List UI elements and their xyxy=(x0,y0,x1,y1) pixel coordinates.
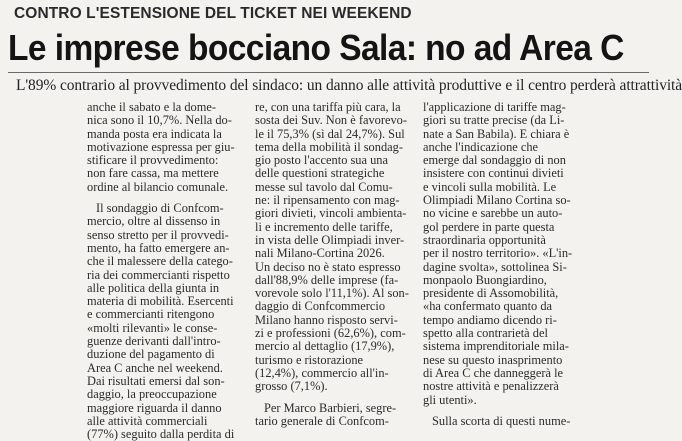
article-column-3 xyxy=(423,100,581,428)
column-text-line: daggio, la preoccupazione xyxy=(87,387,217,402)
column-text-line: anche l'indicazione che xyxy=(423,139,539,154)
column-text-line: messe sul tavolo dal Comu- xyxy=(255,179,393,194)
column-text-line: Milano hanno risposto servi- xyxy=(255,312,398,327)
column-text-line: gio posto l'accento sua una xyxy=(255,153,388,168)
column-text-line: tario generale di Confcom- xyxy=(255,413,389,428)
column-text-line: duzione del pagamento di xyxy=(87,347,215,362)
column-text-line: nali Milano-Cortina 2026. xyxy=(255,246,385,261)
column-text-line: ria dei commercianti rispetto xyxy=(87,267,230,282)
column-text-line: insistere con continui divieti xyxy=(423,166,564,181)
column-text-line: Area C anche nel weekend. xyxy=(87,360,223,375)
column-text-line: (77%) seguito dalla perdita di xyxy=(87,427,235,441)
column-text-line: emerge dal sondaggio di non xyxy=(423,153,566,168)
column-text-line: non fare cassa, ma mettere xyxy=(87,166,219,181)
column-text-line: re, con una tariffa più cara, la xyxy=(255,100,401,114)
column-text-line: (12,4%), commercio all'in- xyxy=(255,365,389,380)
column-text-line: ne: il ripensamento con mag- xyxy=(255,193,400,208)
column-text-line: Il sondaggio di Confcom- xyxy=(96,201,224,216)
column-text-line: tempo andiamo dicendo ri- xyxy=(423,312,557,327)
column-text-line: turismo e ristorazione xyxy=(255,352,364,367)
column-text-line: ordine al bilancio comunale. xyxy=(87,179,229,194)
column-text-line: stificare il provvedimento: xyxy=(87,153,219,168)
column-text-line: maggiore riguarda il danno xyxy=(87,400,222,415)
column-text-line: mercio, oltre al dissenso in xyxy=(87,214,221,229)
column-text-line: giori su tratte precise (da Li- xyxy=(423,113,565,128)
column-text-line: nese su questo inasprimento xyxy=(423,352,563,367)
column-text-line: grosso (7,1%). xyxy=(255,379,328,394)
column-text-line: Dai risultati emersi dal son- xyxy=(87,373,225,388)
column-text-line: delle questioni strategiche xyxy=(255,166,385,181)
column-text-line: «ha confermato quanto da xyxy=(423,299,553,314)
column-text-line: mercio al dettaglio (17,9%), xyxy=(255,339,395,354)
article-column-2 xyxy=(255,100,413,428)
column-text-line: straordinaria opportunità xyxy=(423,232,546,247)
article-kicker: CONTRO L'ESTENSIONE DEL TICKET NEI WEEKEND xyxy=(14,5,412,22)
column-text-line: nostre attività e penalizzerà xyxy=(423,379,559,394)
column-text-line: presidente di Assomobilità, xyxy=(423,286,559,301)
column-text-line: le il 75,3% (sì dal 24,7%). Sul xyxy=(255,126,405,141)
column-text-line: Olimpiadi Milano Cortina so- xyxy=(423,193,571,208)
column-text-line: che il malessere della catego- xyxy=(87,254,233,269)
column-text-line: nica sono il 10,7%. Nella do- xyxy=(87,113,232,128)
column-text-line: alle attività commerciali xyxy=(87,413,208,428)
column-text-line: li e incremento delle tariffe, xyxy=(255,219,393,234)
headline-rule xyxy=(8,72,649,73)
column-text-line: sosta dei Suv. Non è favorevo- xyxy=(255,113,407,128)
column-text-line: vorevole solo l'11,1%). Al son- xyxy=(255,286,409,301)
column-text-line: e vincoli sulla mobilità. Le xyxy=(423,179,557,194)
column-text-line: senso stretto per il provvedi- xyxy=(87,227,229,242)
article-subheadline: L'89% contrario al provvedimento del sindaco: un danno alle attività produttive e il centro perderà attrattività xyxy=(16,77,682,94)
column-text-line: zi e professioni (62,6%), com- xyxy=(255,326,406,341)
column-text-line: no vicine e sarebbe un auto- xyxy=(423,206,563,221)
column-text-line: anche il sabato e la dome- xyxy=(87,100,217,114)
column-text-line: nate a San Babila). E chiara è xyxy=(423,126,570,141)
column-text-line: materia di mobilità. Esercenti xyxy=(87,294,234,309)
column-text-line: l'applicazione di tariffe mag- xyxy=(423,100,566,114)
column-text-line: mento, ha fatto emergere an- xyxy=(87,240,230,255)
column-text-line: daggio di Confcommercio xyxy=(255,299,386,314)
column-text-line: tema della mobilità il sondag- xyxy=(255,139,403,154)
column-text-line: in vista delle Olimpiadi inver- xyxy=(255,232,405,247)
column-text-line: guenze derivanti dall'intro- xyxy=(87,334,221,349)
article-column-1 xyxy=(87,100,245,441)
column-text-line: «molti rilevanti» le conse- xyxy=(87,320,218,335)
column-text-line: manda posta era indicata la xyxy=(87,126,222,141)
column-text-line: sistema imprenditoriale mila- xyxy=(423,339,569,354)
column-text-line: e commercianti ritengono xyxy=(87,307,215,322)
column-text-line: giori divieti, vincoli ambienta- xyxy=(255,206,407,221)
column-text-line: motivazione espressa per giu- xyxy=(87,139,235,154)
column-text-line: di Area C che danneggerà le xyxy=(423,365,564,380)
column-text-line: dall'88,9% delle imprese (fa- xyxy=(255,272,399,287)
column-text-line: Per Marco Barbieri, segre- xyxy=(264,400,397,415)
column-text-line: per il nostro territorio». «L'in- xyxy=(423,246,573,261)
column-text-line: gli utenti». xyxy=(423,392,477,407)
column-text-line: gol perdere in parte questa xyxy=(423,219,555,234)
article-headline: Le imprese bocciano Sala: no ad Area C xyxy=(8,27,624,68)
column-text-line: alle politica della giunta in xyxy=(87,280,220,295)
column-text-line: Sulla scorta di questi nume- xyxy=(432,413,571,428)
column-text-line: monpaolo Buongiardino, xyxy=(423,272,547,287)
column-text-line: Un deciso no è stato espresso xyxy=(255,259,401,274)
column-text-line: dagine svolta», sottolinea Si- xyxy=(423,259,567,274)
column-text-line: spetto alla contrarietà del xyxy=(423,326,548,341)
